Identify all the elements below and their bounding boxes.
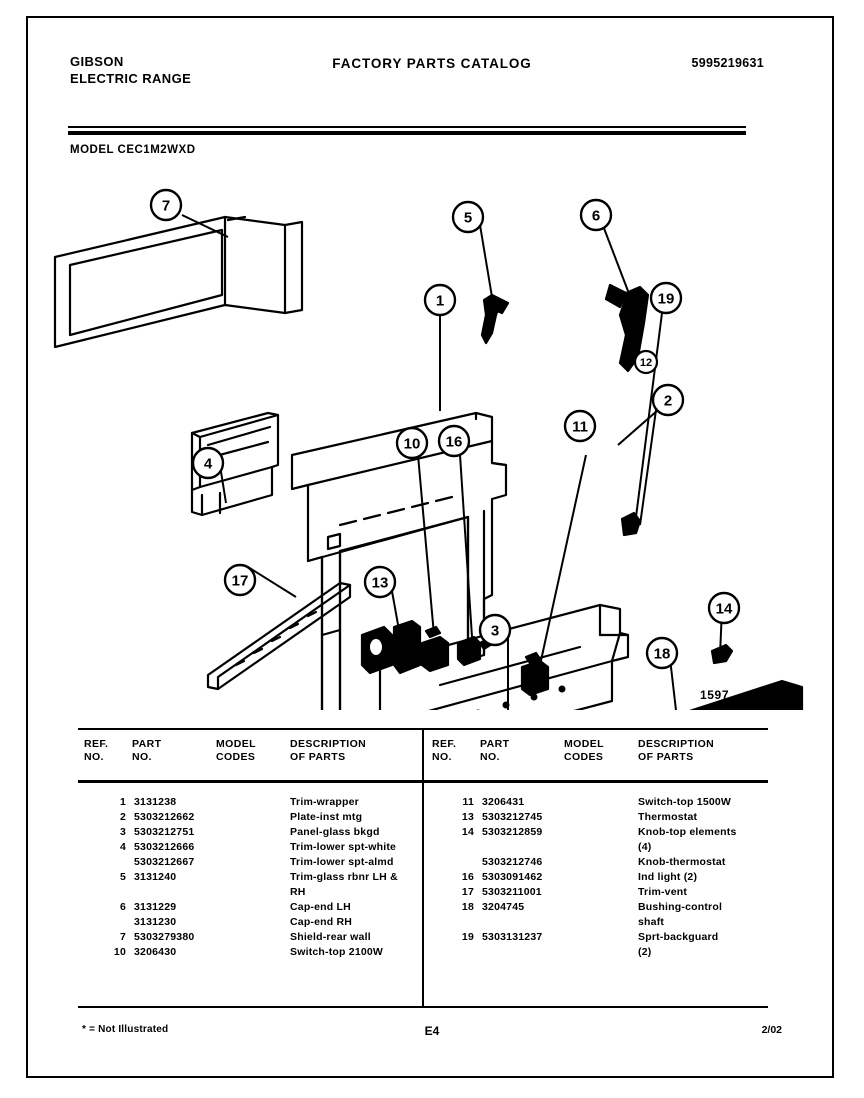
cell-part-no: 5303212751	[134, 826, 195, 838]
cell-part-no: 5303212859	[482, 826, 543, 838]
cell-description: Knob-thermostat	[638, 856, 726, 868]
header-line-1: REF.	[432, 738, 457, 750]
callout-7[interactable]	[151, 190, 181, 220]
cell-ref-no: 14	[461, 826, 474, 838]
callout-label: 2	[663, 392, 673, 410]
cell-ref-no: 16	[461, 871, 474, 883]
header-line-2: CODES	[564, 751, 604, 763]
cell-description: Plate-inst mtg	[290, 811, 363, 823]
cell-description: Trim-wrapper	[290, 796, 359, 808]
column-header-ref-no	[432, 738, 480, 764]
footnote-not-illustrated: * = Not Illustrated	[82, 1024, 169, 1035]
header-line-1: DESCRIPTION	[638, 738, 715, 750]
callout-13[interactable]	[365, 567, 395, 597]
column-header-description	[290, 738, 430, 764]
header-line-2: CODES	[216, 751, 256, 763]
page-number: E4	[424, 1024, 440, 1038]
header-line-1: MODEL	[564, 738, 604, 750]
header-rule-thick	[68, 131, 746, 135]
callout-4[interactable]	[193, 448, 223, 478]
cell-part-no: 5303131237	[482, 931, 543, 943]
column-header-description	[638, 738, 778, 764]
callout-11[interactable]	[565, 411, 595, 441]
cell-description: Bushing-control	[638, 901, 723, 913]
cell-description: shaft	[638, 916, 665, 928]
cell-part-no: 3206430	[134, 946, 177, 958]
column-header-model-codes	[564, 738, 630, 764]
cell-part-no: 5303212667	[134, 856, 195, 868]
callout-label: 10	[403, 435, 421, 453]
cell-part-no: 5303212666	[134, 841, 195, 853]
callout-5[interactable]	[453, 202, 483, 232]
callout-3[interactable]	[480, 615, 510, 645]
cell-part-no: 3131230	[134, 916, 177, 928]
cell-description: Thermostat	[638, 811, 698, 823]
drawing-number: 1597	[700, 688, 730, 702]
header-line-2: NO.	[84, 751, 104, 763]
callout-label: 4	[203, 455, 213, 473]
parts-table	[78, 728, 768, 1008]
cell-description: Ind light (2)	[638, 871, 698, 883]
callout-18[interactable]	[647, 638, 677, 668]
cell-part-no: 5303212662	[134, 811, 195, 823]
header-line-1: DESCRIPTION	[290, 738, 367, 750]
cell-ref-no: 1	[119, 796, 126, 808]
cell-ref-no: 3	[119, 826, 126, 838]
page-title: FACTORY PARTS CATALOG	[332, 56, 532, 71]
catalog-number: 5995219631	[691, 56, 764, 70]
cell-part-no: 3204745	[482, 901, 525, 913]
cell-description: (4)	[638, 841, 652, 853]
exploded-parts-diagram	[40, 165, 830, 710]
table-column-divider	[422, 728, 424, 1008]
header-line-2: NO.	[432, 751, 452, 763]
cell-part-no: 3206431	[482, 796, 525, 808]
cell-ref-no: 7	[119, 931, 126, 943]
cell-part-no: 3131240	[134, 871, 177, 883]
callout-2[interactable]	[653, 385, 683, 415]
callout-6[interactable]	[581, 200, 611, 230]
cell-description: Panel-glass bkgd	[290, 826, 380, 838]
cell-part-no: 5303212746	[482, 856, 543, 868]
cell-description: Trim-lower spt-white	[290, 841, 397, 853]
model-label: MODEL CEC1M2WXD	[70, 144, 196, 156]
cell-description: Cap-end RH	[290, 916, 353, 928]
cell-description: Switch-top 2100W	[290, 946, 384, 958]
callout-label: 14	[715, 600, 733, 618]
cell-part-no: 5303091462	[482, 871, 543, 883]
column-header-part-no	[132, 738, 212, 764]
header-line-1: PART	[480, 738, 510, 750]
cell-part-no: 5303212745	[482, 811, 543, 823]
callout-1[interactable]	[425, 285, 455, 315]
callout-label: 1	[435, 292, 445, 310]
header-line-2: NO.	[480, 751, 500, 763]
cell-ref-no: 4	[119, 841, 126, 853]
cell-ref-no: 11	[462, 796, 474, 808]
cell-ref-no: 2	[119, 811, 126, 823]
callout-label: 16	[445, 433, 463, 451]
cell-part-no: 3131238	[134, 796, 177, 808]
callout-14[interactable]	[709, 593, 739, 623]
brand-name: GIBSON	[70, 54, 124, 69]
callout-label: 5	[463, 209, 473, 227]
header-line-2: OF PARTS	[290, 751, 346, 763]
cell-description: Trim-lower spt-almd	[290, 856, 394, 868]
cell-description: Trim-vent	[638, 886, 688, 898]
cell-ref-no: 17	[461, 886, 474, 898]
cell-description: (2)	[638, 946, 652, 958]
cell-description: Shield-rear wall	[290, 931, 371, 943]
revision-date: 2/02	[761, 1024, 782, 1036]
column-header-ref-no	[84, 738, 132, 764]
callout-label: 6	[591, 207, 601, 225]
header-line-1: MODEL	[216, 738, 256, 750]
cell-description: Trim-glass rbnr LH &	[290, 871, 398, 883]
column-header-part-no	[480, 738, 560, 764]
callout-label: 18	[653, 645, 671, 663]
cell-ref-no: 19	[461, 931, 474, 943]
cell-ref-no: 18	[461, 901, 474, 913]
callout-12[interactable]	[635, 351, 657, 373]
brand-product-line: ELECTRIC RANGE	[70, 71, 192, 86]
callout-label: 11	[572, 418, 588, 436]
cell-ref-no: 5	[119, 871, 126, 883]
cell-description: Knob-top elements	[638, 826, 737, 838]
cell-description: RH	[290, 886, 306, 898]
callout-label: 12	[639, 357, 653, 369]
callout-16[interactable]	[439, 426, 469, 456]
cell-part-no: 3131229	[134, 901, 177, 913]
cell-part-no: 5303211001	[482, 886, 542, 898]
cell-ref-no: 13	[461, 811, 474, 823]
header-rule-thin	[68, 126, 746, 128]
callout-label: 3	[490, 622, 500, 640]
header-line-2: OF PARTS	[638, 751, 694, 763]
cell-description: Sprt-backguard	[638, 931, 719, 943]
callout-10[interactable]	[397, 428, 427, 458]
callout-label: 13	[371, 574, 389, 592]
header-line-1: REF.	[84, 738, 109, 750]
callout-19[interactable]	[651, 283, 681, 313]
column-header-model-codes	[216, 738, 282, 764]
cell-ref-no: 6	[119, 901, 126, 913]
header-line-1: PART	[132, 738, 162, 750]
header-line-2: NO.	[132, 751, 152, 763]
callout-label: 7	[161, 197, 171, 215]
cell-description: Cap-end LH	[290, 901, 351, 913]
callout-label: 19	[657, 290, 675, 308]
cell-description: Switch-top 1500W	[638, 796, 732, 808]
callout-17[interactable]	[225, 565, 255, 595]
cell-part-no: 5303279380	[134, 931, 195, 943]
cell-ref-no: 10	[113, 946, 126, 958]
callout-label: 17	[231, 572, 249, 590]
